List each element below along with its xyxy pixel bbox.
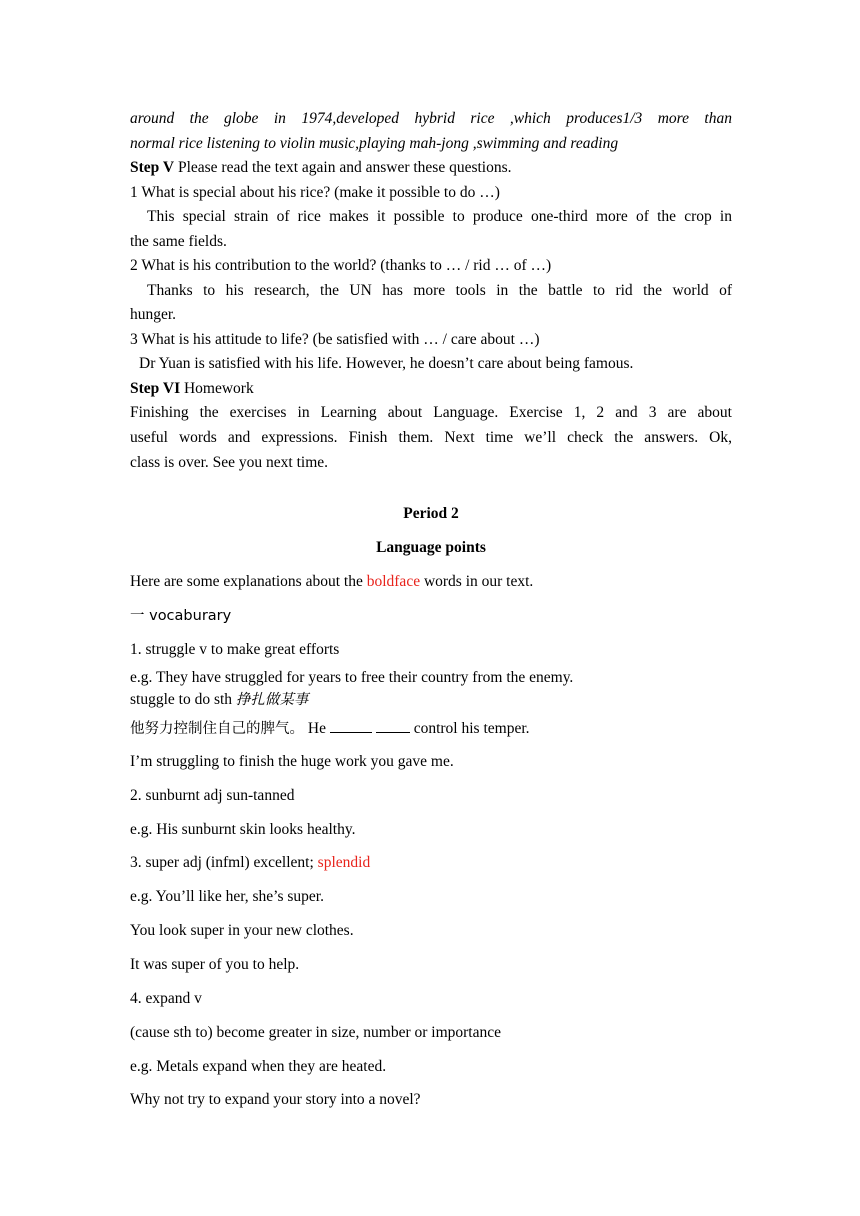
vocab-super-example-1: e.g. You’ll like her, she’s super. <box>130 888 324 905</box>
italic-note-line-1: around the globe in 1974,developed hybrid rice ,which produces1/3 more than <box>130 110 732 127</box>
section-heading-text: 一 vocaburary <box>130 608 232 624</box>
question-1: 1 What is special about his rice? (make it possible to do …) <box>130 184 500 201</box>
super-head-text: 3. super adj (infml) excellent; <box>130 854 318 871</box>
vocab-struggle-example-2: I’m struggling to finish the huge work you gave me. <box>130 753 454 770</box>
exercise-he: He <box>304 720 330 737</box>
intro-line <box>130 572 732 592</box>
step-5-heading <box>130 158 732 178</box>
struggle-phrase-en: stuggle to do sth <box>130 691 236 708</box>
vocab-struggle-exercise <box>130 718 732 739</box>
italic-note-line-2: normal rice listening to violin music,playing mah-jong ,swimming and reading <box>130 135 619 152</box>
step-6-heading <box>130 379 732 399</box>
vocab-super-head <box>130 853 732 873</box>
vocab-sunburnt-head: 2. sunburnt adj sun-tanned <box>130 787 295 804</box>
exercise-chinese: 他努力控制住自己的脾气。 <box>130 721 304 737</box>
homework-line-1: Finishing the exercises in Learning about Language. Exercise 1, 2 and 3 are about <box>130 404 732 421</box>
answer-3: Dr Yuan is satisfied with his life. However, he doesn’t care about being famous. <box>139 355 634 372</box>
struggle-phrase-cn: 挣扎做某事 <box>235 692 309 708</box>
vocab-super-example-2: You look super in your new clothes. <box>130 922 354 939</box>
answer-2-line-2: hunger. <box>130 306 177 323</box>
boldface-highlight: boldface <box>366 573 421 590</box>
answer-2-line-1: Thanks to his research, the UN has more tools in the battle to rid the world of <box>147 282 732 299</box>
vocab-super-example-3: It was super of you to help. <box>130 956 300 973</box>
answer-1-line-1: This special strain of rice makes it possible to produce one-third more of the crop in <box>147 208 732 225</box>
vocab-expand-example-1: e.g. Metals expand when they are heated. <box>130 1058 387 1075</box>
period-title: Period 2 <box>403 505 459 522</box>
homework-line-2: useful words and expressions. Finish them. Next time we’ll check the answers. Ok, <box>130 429 732 446</box>
vocab-struggle-phrase <box>130 690 732 710</box>
splendid-highlight: splendid <box>317 854 371 871</box>
step-6-label: Step VI <box>130 380 181 397</box>
vocab-expand-head: 4. expand v <box>130 990 202 1007</box>
vocab-expand-example-2: Why not try to expand your story into a novel? <box>130 1091 421 1108</box>
step-5-text: Please read the text again and answer these questions. <box>174 159 512 176</box>
exercise-tail: control his temper. <box>409 720 530 737</box>
period-subtitle: Language points <box>376 539 486 556</box>
intro-before: Here are some explanations about the <box>130 573 367 590</box>
answer-blank-1[interactable] <box>330 718 372 733</box>
answer-1-line-2: the same fields. <box>130 233 227 250</box>
vocab-struggle-head: 1. struggle v to make great efforts <box>130 641 340 658</box>
intro-after: words in our text. <box>420 573 534 590</box>
vocab-sunburnt-example: e.g. His sunburnt skin looks healthy. <box>130 821 356 838</box>
vocab-struggle-example: e.g. They have struggled for years to free their country from the enemy. <box>130 669 574 686</box>
answer-blank-2[interactable] <box>376 718 410 733</box>
section-heading <box>130 606 732 626</box>
homework-line-3: class is over. See you next time. <box>130 454 329 471</box>
question-2: 2 What is his contribution to the world? (thanks to … / rid … of …) <box>130 257 552 274</box>
step-5-label: Step V <box>130 159 175 176</box>
vocab-expand-definition: (cause sth to) become greater in size, number or importance <box>130 1024 501 1041</box>
step-6-text: Homework <box>180 380 254 397</box>
question-3: 3 What is his attitude to life? (be satisfied with … / care about …) <box>130 331 540 348</box>
